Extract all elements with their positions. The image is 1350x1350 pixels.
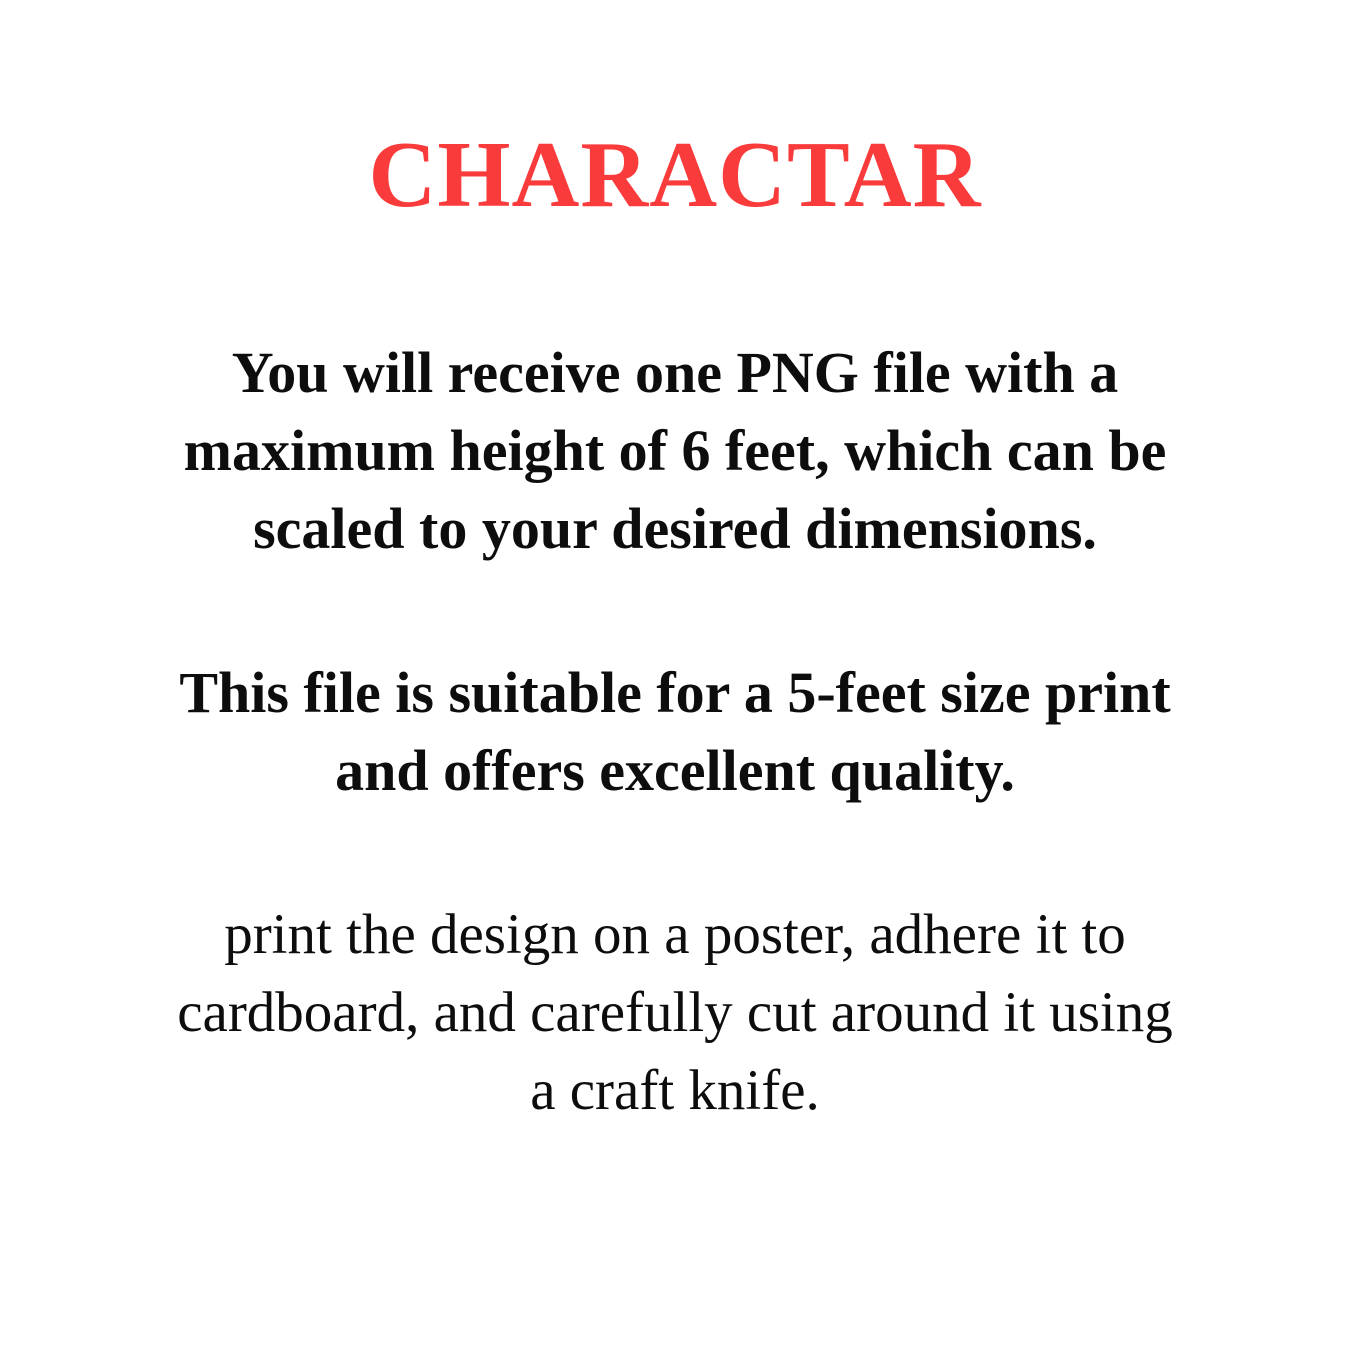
page-title: CHARACTAR bbox=[368, 123, 982, 227]
paragraph-line: and offers excellent quality. bbox=[335, 738, 1015, 803]
paragraph-line: print the design on a poster, adhere it to bbox=[224, 903, 1126, 966]
paragraph-usage-instructions bbox=[75, 896, 1275, 1130]
paragraph-line: cardboard, and carefully cut around it using bbox=[177, 981, 1173, 1044]
paragraph-png-file-info bbox=[75, 334, 1275, 568]
paragraph-line: You will receive one PNG file with a bbox=[231, 340, 1119, 405]
paragraph-line: a craft knife. bbox=[530, 1059, 820, 1122]
paragraph-line: scaled to your desired dimensions. bbox=[253, 496, 1097, 561]
paragraph-line: This file is suitable for a 5-feet size print bbox=[179, 660, 1171, 725]
paragraph-print-quality-info bbox=[75, 654, 1275, 810]
paragraph-line: maximum height of 6 feet, which can be bbox=[183, 418, 1167, 483]
